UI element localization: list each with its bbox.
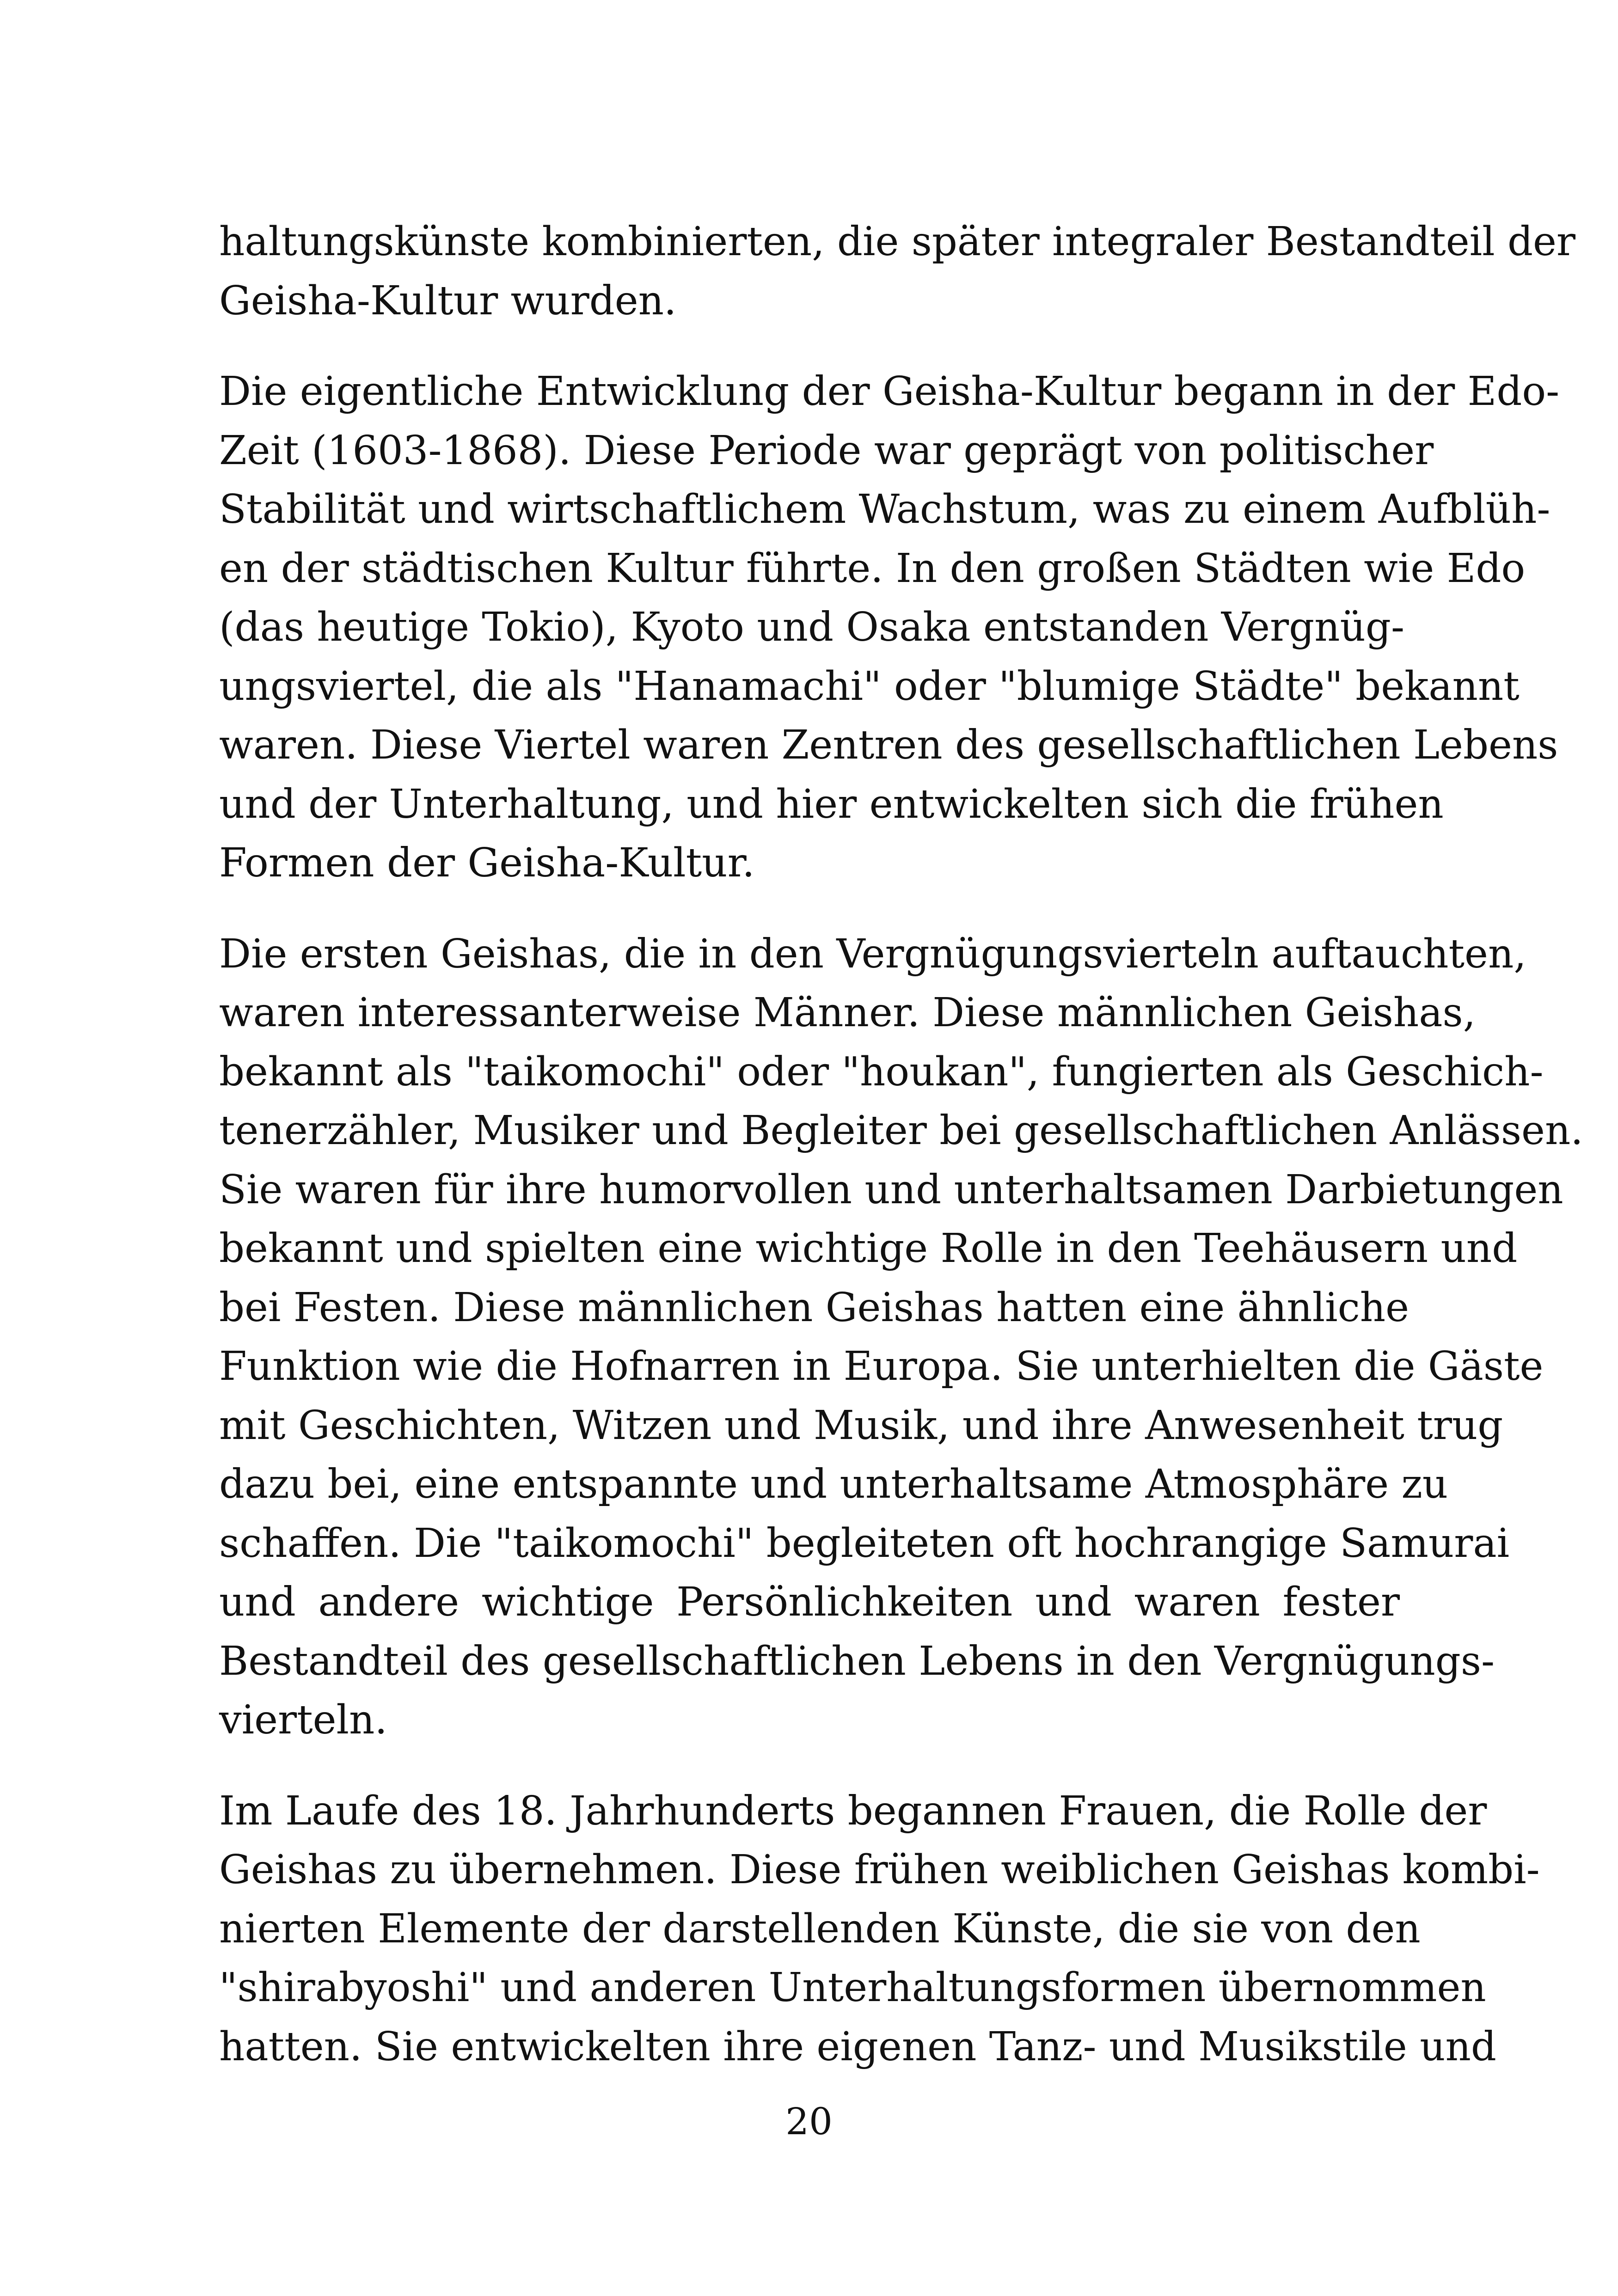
text-line: vierteln. [219, 1697, 387, 1743]
text-line: und der Unterhaltung, und hier entwickelten sich die frühen [219, 781, 1444, 827]
page-number: 20 [785, 2100, 833, 2143]
paragraph-4 [219, 1782, 1540, 2077]
text-line: bekannt als "taikomochi" oder "houkan", fungierten als Geschich- [219, 1048, 1544, 1095]
text-line: Geisha-Kultur wurden. [219, 277, 677, 324]
text-line: hatten. Sie entwickelten ihre eigenen Tanz- und Musikstile und [219, 2023, 1496, 2070]
paragraph-1 [219, 213, 1576, 331]
text-line: haltungskünste kombinierten, die später integraler Bestandteil der [219, 219, 1576, 265]
text-line: tenerzähler, Musiker und Begleiter bei gesellschaftlichen Anlässen. [219, 1108, 1583, 1154]
text-line: dazu bei, eine entspannte und unterhaltsame Atmosphäre zu [219, 1461, 1448, 1507]
text-line: Bestandteil des gesellschaftlichen Lebens in den Vergnügungs- [219, 1638, 1495, 1684]
text-line: waren interessanterweise Männer. Diese männlichen Geishas, [219, 990, 1476, 1036]
text-line: Funktion wie die Hofnarren in Europa. Sie unterhielten die Gäste [219, 1343, 1544, 1390]
text-line: "shirabyoshi" und anderen Unterhaltungsformen übernommen [219, 1965, 1486, 2011]
body-text [219, 213, 1583, 2108]
text-line: bekannt und spielten eine wichtige Rolle in den Teehäusern und [219, 1225, 1518, 1272]
text-line: Formen der Geisha-Kultur. [219, 840, 755, 886]
text-line: Im Laufe des 18. Jahrhunderts begannen Frauen, die Rolle der [219, 1788, 1487, 1834]
paragraph-3 [219, 925, 1583, 1750]
text-line: ungsviertel, die als "Hanamachi" oder "blumige Städte" bekannt [219, 663, 1520, 710]
text-line: waren. Diese Viertel waren Zentren des gesellschaftlichen Lebens [219, 722, 1558, 768]
text-line: en der städtischen Kultur führte. In den großen Städten wie Edo [219, 545, 1526, 592]
text-line: Geishas zu übernehmen. Diese frühen weiblichen Geishas kombi- [219, 1847, 1540, 1893]
text-line: Sie waren für ihre humorvollen und unterhaltsamen Darbietungen [219, 1166, 1563, 1213]
text-line: Zeit (1603-1868). Diese Periode war geprägt von politischer [219, 427, 1434, 474]
text-line: Stabilität und wirtschaftlichem Wachstum, was zu einem Aufblüh- [219, 486, 1551, 533]
text-line: und andere wichtige Persönlichkeiten und waren fester [219, 1579, 1400, 1625]
text-line: mit Geschichten, Witzen und Musik, und ihre Anwesenheit trug [219, 1402, 1503, 1449]
text-line: (das heutige Tokio), Kyoto und Osaka entstanden Vergnüg- [219, 604, 1405, 650]
text-line: Die eigentliche Entwicklung der Geisha-Kultur begann in der Edo- [219, 368, 1560, 415]
text-line: nierten Elemente der darstellenden Künste, die sie von den [219, 1905, 1421, 1952]
paragraph-2 [219, 362, 1560, 893]
text-line: schaffen. Die "taikomochi" begleiteten oft hochrangige Samurai [219, 1520, 1510, 1567]
text-line: Die ersten Geishas, die in den Vergnügungsvierteln auftauchten, [219, 931, 1526, 977]
text-line: bei Festen. Diese männlichen Geishas hatten eine ähnliche [219, 1284, 1410, 1331]
